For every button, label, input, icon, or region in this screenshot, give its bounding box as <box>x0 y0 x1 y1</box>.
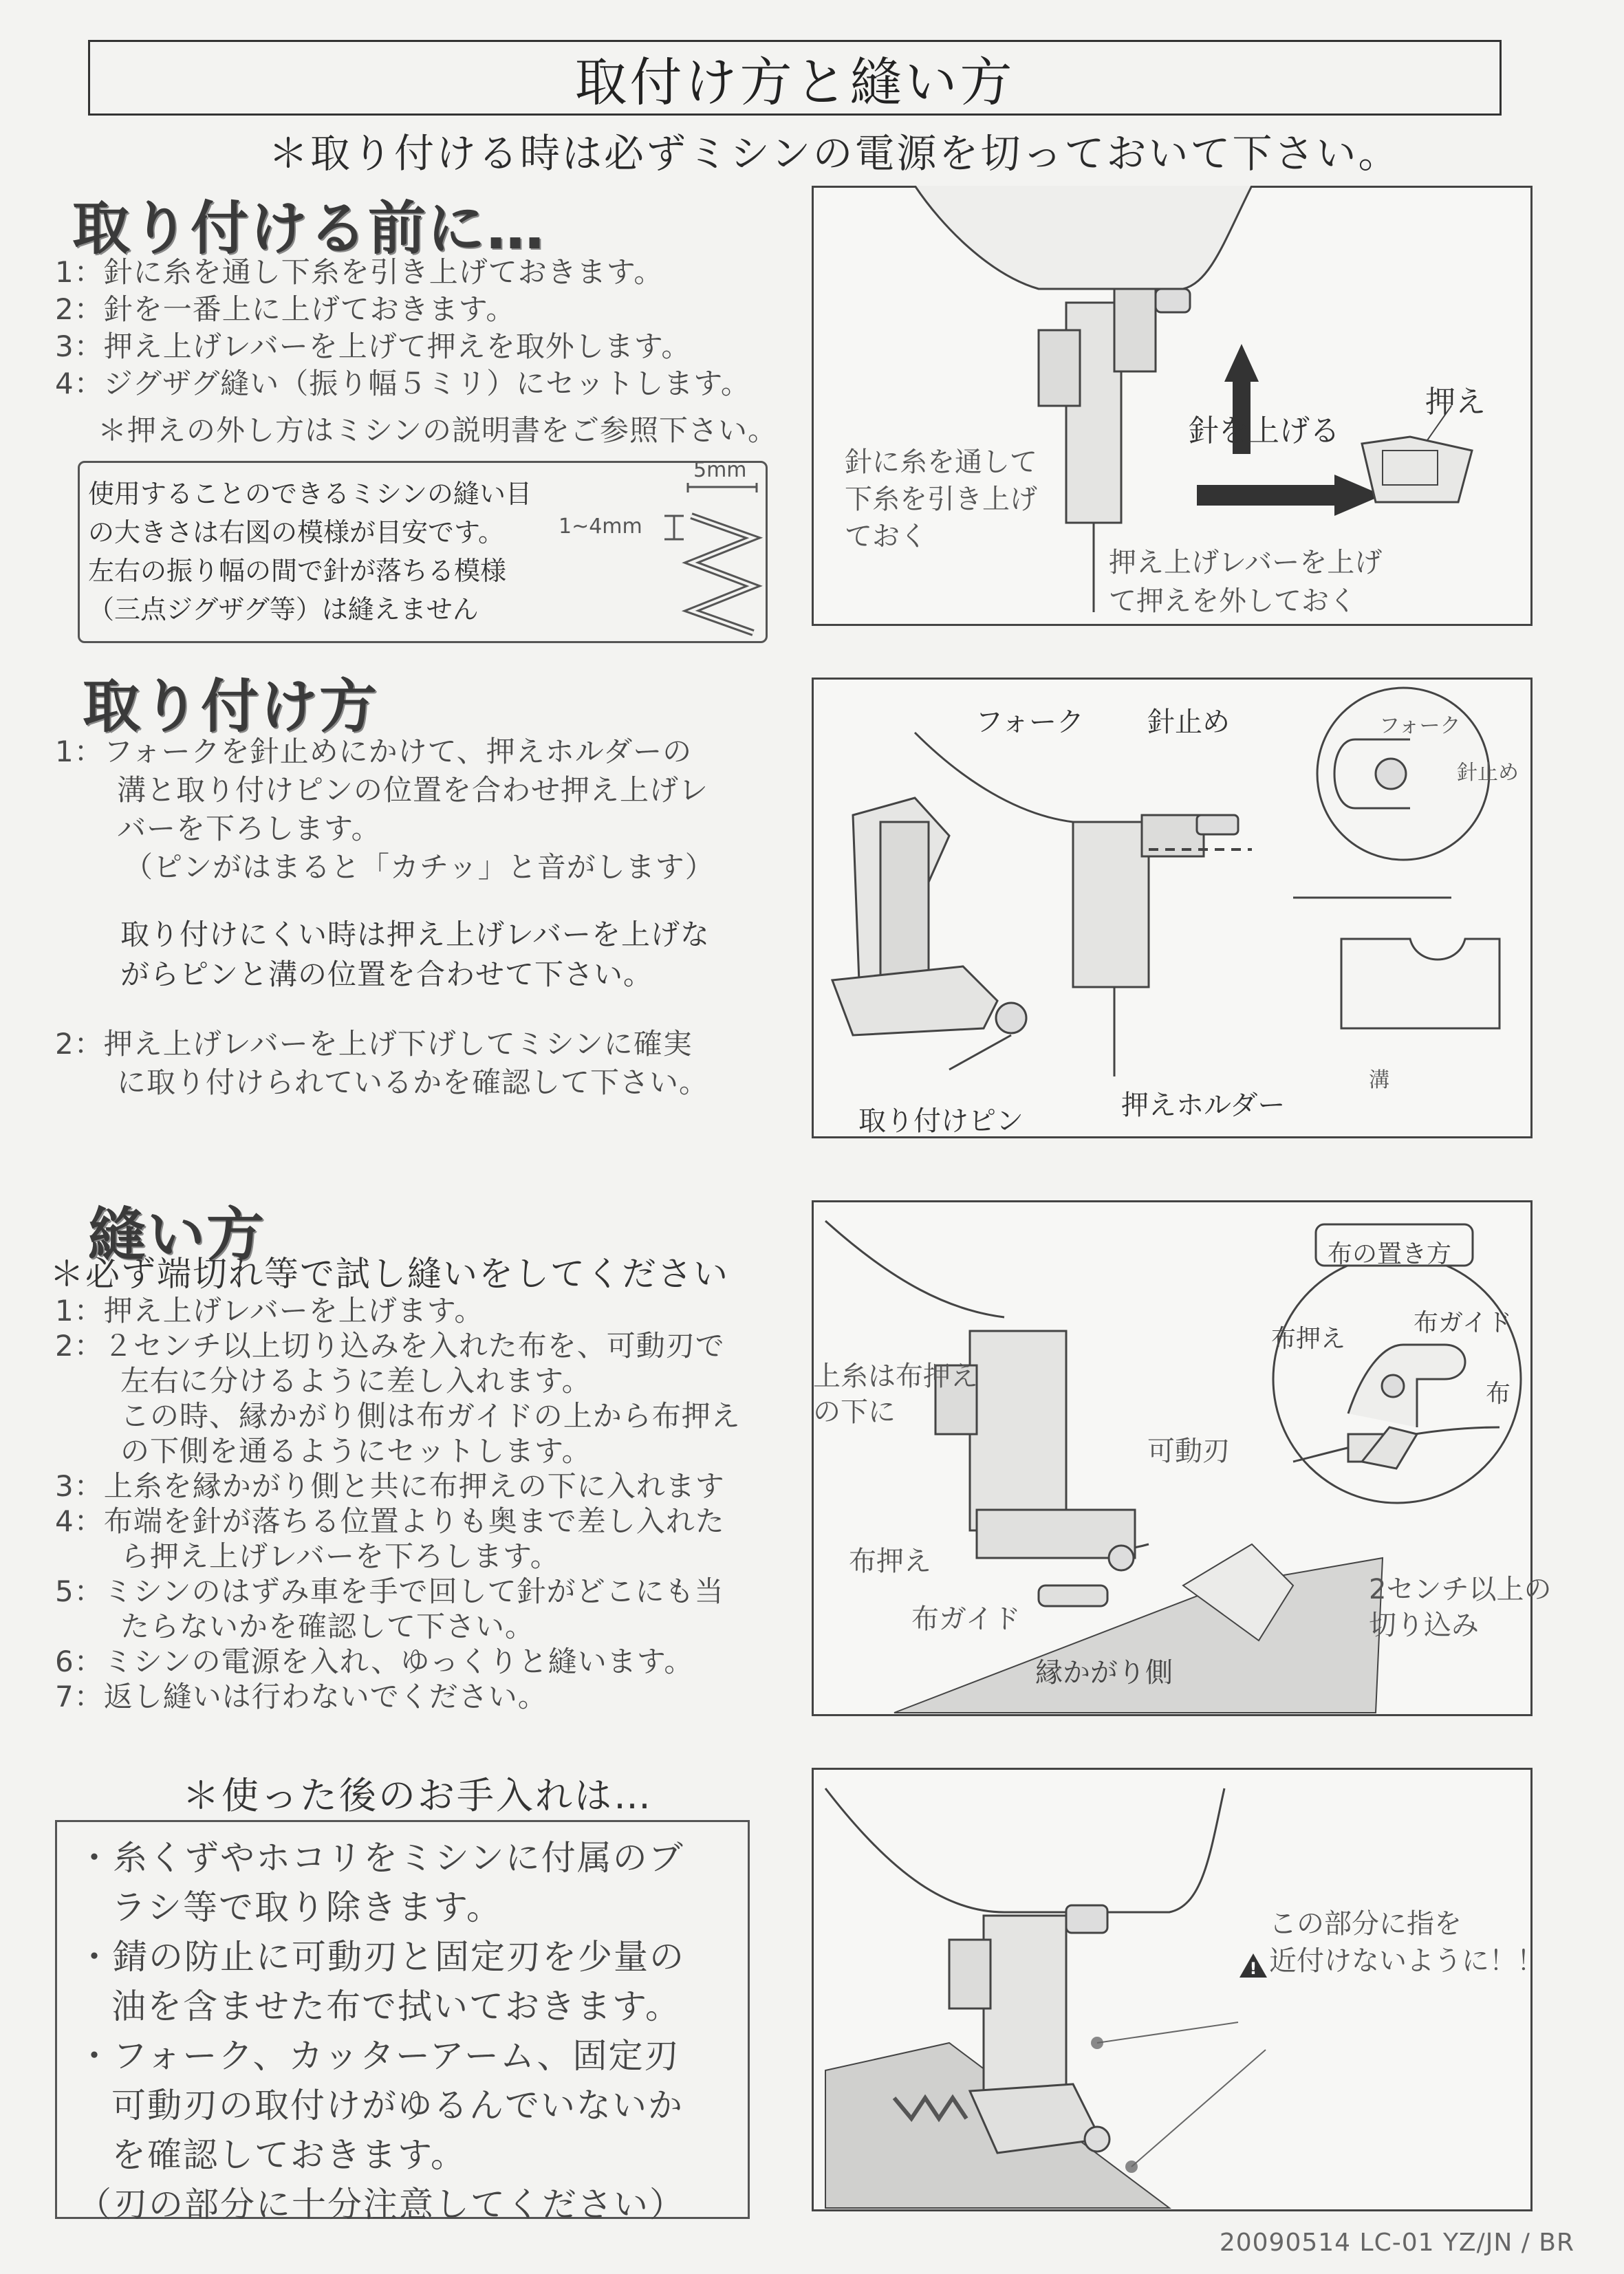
placement-label: 布の置き方 <box>1328 1240 1452 1268</box>
care-line-4: 油を含ませた布で拭いておきます。 <box>111 1986 681 2026</box>
attach-step-2 <box>55 1025 708 1102</box>
sewing-step-4a: 4：布端を針が落ちる位置よりも奥まで差し入れた <box>55 1504 725 1538</box>
care-line-1: ・糸くずやホコリをミシンに付属のブ <box>77 1838 684 1878</box>
attach-step-2b: に取り付けられているかを確認して下さい。 <box>117 1065 709 1099</box>
sewing-step-3: 3：上糸を縁かがり側と共に布押えの下に入れます <box>55 1469 725 1503</box>
attach-heading: 取り付け方 <box>83 673 379 740</box>
attach-step-2a: 2：押え上げレバーを上げ下げしてミシンに確実 <box>55 1027 693 1061</box>
before-note: ＊押えの外し方はミシンの説明書をご参照下さい。 <box>98 413 777 447</box>
care-text <box>77 1833 685 2229</box>
needle-clamp-small-label: 針止め <box>1457 761 1519 785</box>
attach-tip <box>120 915 710 995</box>
before-step-3: 3：押え上げレバーを上げて押えを取外します。 <box>55 329 691 363</box>
cut-note <box>1369 1572 1551 1643</box>
attach-tip-line-1: 取り付けにくい時は押え上げレバーを上げな <box>120 918 711 951</box>
moving-blade-label: 可動刃 <box>1147 1436 1230 1467</box>
sewing-step-7: 7：返し縫いは行わないでください。 <box>55 1680 548 1713</box>
lever-note-line-1: 押え上げレバーを上げ <box>1109 547 1383 578</box>
holder-label: 押えホルダー <box>1121 1090 1286 1121</box>
attach-tip-line-2: がらピンと溝の位置を合わせて下さい。 <box>120 957 653 991</box>
sewing-heading: 縫い方 <box>88 1201 266 1268</box>
blade-warning-illustration <box>812 1768 1533 2211</box>
upper-thread-line-1: 上糸は布押え <box>813 1361 978 1392</box>
attach-step-1a: 1：フォークを針止めにかけて、押えホルダーの <box>55 735 693 768</box>
sewing-step-1: 1：押え上げレバーを上げます。 <box>55 1294 484 1328</box>
lever-note-line-2: て押えを外しておく <box>1109 585 1356 617</box>
presser-label: 布押え <box>849 1546 931 1577</box>
raise-needle-label: 針を上げる <box>1189 413 1340 448</box>
warning-note <box>1269 1905 1544 1980</box>
fork-label: フォーク <box>975 706 1084 738</box>
thread-note <box>845 444 1037 555</box>
care-line-5: ・フォーク、カッターアーム、固定刃 <box>77 2036 680 2076</box>
guide-small-label: 布ガイド <box>1414 1309 1512 1337</box>
pin-label: 取り付けピン <box>858 1105 1024 1137</box>
sewing-step-2c: この時、縁かがり側は布ガイドの上から布押え <box>120 1399 741 1433</box>
page-title: 取付け方と縫い方 <box>88 40 1502 116</box>
stitch-line-2: の大きさは右図の模様が目安です。 <box>88 517 504 548</box>
fabric-label: 布 <box>1486 1380 1511 1408</box>
sewing-step-5a: 5：ミシンのはずみ車を手で回して針がどこにも当 <box>55 1574 724 1608</box>
before-step-2: 2：針を一番上に上げておきます。 <box>55 292 516 326</box>
groove-label: 溝 <box>1369 1068 1389 1092</box>
stitch-width-label: 5mm <box>693 458 747 482</box>
cut-line-1: 2センチ以上の <box>1369 1574 1552 1605</box>
attach-step-1d: （ピンがはまると「カチッ」と音がします） <box>124 850 715 884</box>
attach-steps <box>55 733 715 887</box>
upper-thread-line-2: の下に <box>813 1396 896 1428</box>
sewing-step-2a: 2：２センチ以上切り込みを入れた布を、可動刃で <box>55 1329 725 1363</box>
thread-note-line-2: 下糸を引き上げ <box>845 484 1037 515</box>
sewing-steps <box>55 1293 741 1714</box>
stitch-size-text <box>88 475 532 629</box>
care-line-6: 可動刃の取付けがゆるんでいないか <box>111 2086 684 2125</box>
stitch-line-1: 使用することのできるミシンの縫い目 <box>88 479 532 509</box>
thread-note-line-1: 針に糸を通して <box>845 446 1037 478</box>
attach-step-1c: バーを下ろします。 <box>117 812 381 845</box>
upper-thread-note <box>813 1358 978 1430</box>
sewing-step-2d: の下側を通るようにセットします。 <box>120 1434 592 1468</box>
edge-side-label: 縁かがり側 <box>1035 1657 1173 1689</box>
stitch-line-3: 左右の振り幅の間で針が落ちる模様 <box>88 556 507 586</box>
stitch-line-4: （三点ジグザグ等）は縫えません <box>88 594 479 625</box>
guide-label: 布ガイド <box>911 1603 1021 1635</box>
sewing-step-2b: 左右に分けるように差し入れます。 <box>120 1364 592 1398</box>
attach-illustration <box>812 678 1533 1138</box>
sewing-caution: ＊必ず端切れ等で試し縫いをしてください <box>50 1254 729 1294</box>
care-title: ＊使った後のお手入れは… <box>182 1774 653 1817</box>
before-step-4: 4：ジグザグ縫い（振り幅５ミリ）にセットします。 <box>55 367 750 400</box>
sewing-step-5b: たらないかを確認して下さい。 <box>120 1610 535 1643</box>
needle-clamp-label: 針止め <box>1147 706 1230 738</box>
care-line-2: ラシ等で取り除きます。 <box>111 1887 502 1927</box>
zigzag-icon <box>660 481 764 640</box>
svg-text:!: ! <box>1249 1959 1257 1978</box>
attach-step-1b: 溝と取り付けピンの位置を合わせ押え上げレ <box>117 773 709 807</box>
stitch-length-label: 1~4mm <box>559 515 642 539</box>
document-code: 20090514 LC-01 YZ/JN / BR <box>1219 2229 1574 2257</box>
cut-line-2: 切り込み <box>1369 1610 1479 1641</box>
power-off-notice: ＊取り付ける時は必ずミシンの電源を切っておいて下さい。 <box>268 130 1400 177</box>
foot-label: 押え <box>1425 385 1486 420</box>
warning-line-1: この部分に指を <box>1269 1908 1462 1940</box>
before-step-1: 1：針に糸を通し下糸を引き上げておきます。 <box>55 255 664 289</box>
thread-note-line-3: ておく <box>845 521 927 552</box>
lever-note <box>1109 543 1382 620</box>
sewing-step-4b: ら押え上げレバーを下ろします。 <box>120 1539 560 1573</box>
care-line-8: （刃の部分に十分注意してください） <box>77 2185 685 2224</box>
care-line-7: を確認しておきます。 <box>111 2135 466 2175</box>
presser-small-label: 布押え <box>1271 1325 1346 1353</box>
warning-line-2: 近付けないように！！ <box>1269 1945 1544 1977</box>
before-heading: 取り付ける前に… <box>72 195 546 262</box>
sewing-step-6: 6：ミシンの電源を入れ、ゆっくりと縫います。 <box>55 1645 694 1678</box>
fork-small-label: フォーク <box>1379 714 1461 738</box>
care-line-3: ・錆の防止に可動刃と固定刃を少量の <box>77 1937 685 1977</box>
